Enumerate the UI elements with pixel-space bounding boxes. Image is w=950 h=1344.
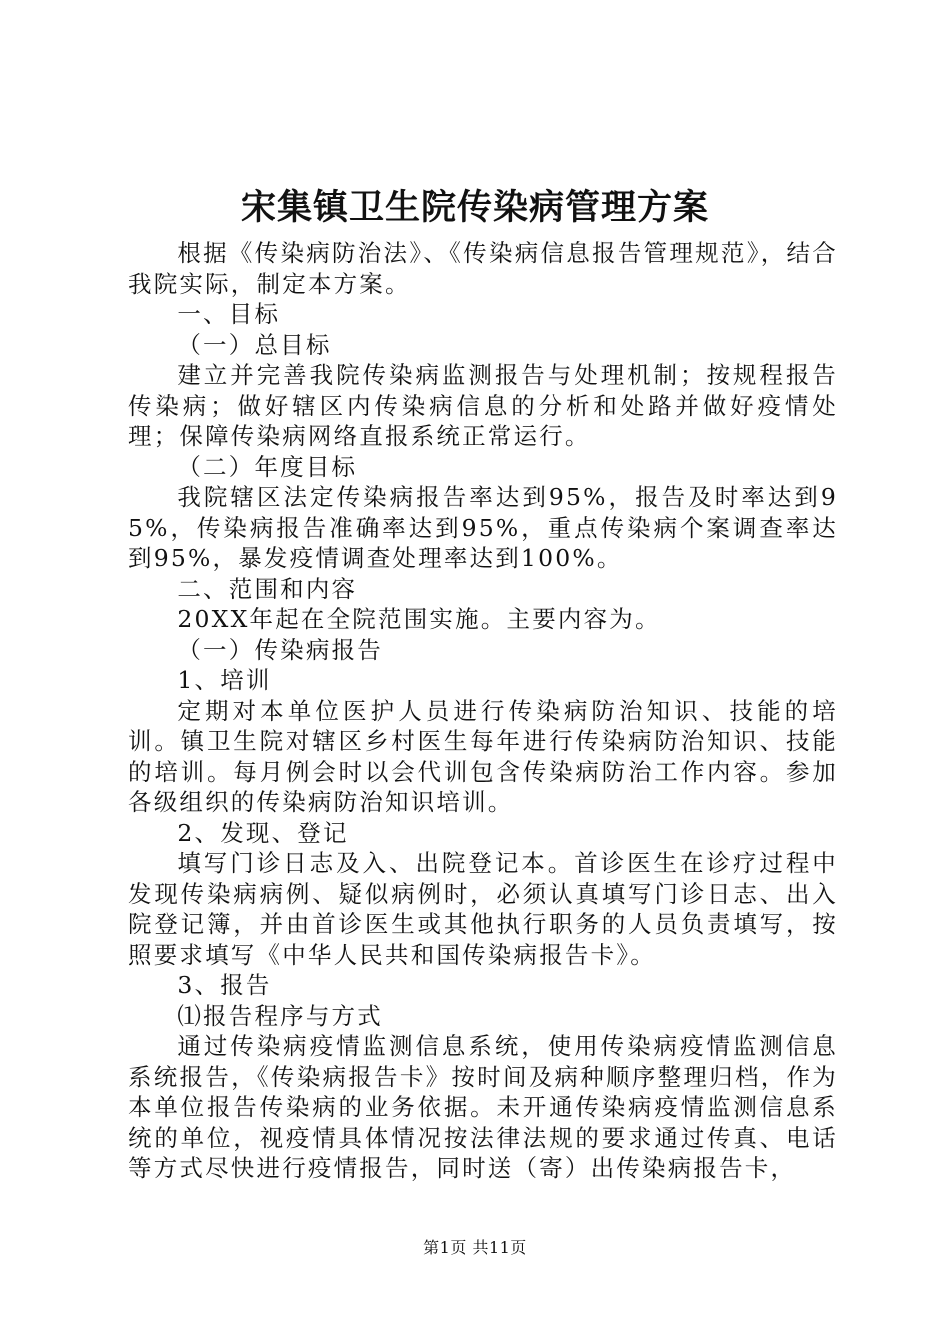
subsection-heading-overall-goal: （一）总目标: [177, 330, 332, 359]
annual-goal-paragraph: 我院辖区法定传染病报告率达到95%，报告及时率达到95%，传染病报告准确率达到95%，重点传染病个案调查率达到95%，暴发疫情调查处理率达到100%。: [128, 483, 838, 572]
section-heading-goals: 一、目标: [177, 300, 281, 328]
item-heading-training: 1、培训: [177, 666, 272, 694]
page-number-footer: 第1页 共11页: [423, 1238, 527, 1257]
section-heading-scope: 二、范围和内容: [177, 574, 358, 603]
procedure-paragraph: 通过传染病疫情监测信息系统，使用传染病疫情监测信息系统报告，《传染病报告卡》按时间及病种顺序整理归档，作为本单位报告传染病的业务依据。未开通传染病疫情监测信息系统的单位，视疫情具体情况按法律法规的要求通过传真、电话等方式尽快进行疫情报告，同时送（寄）出传染病报告卡，: [128, 1032, 838, 1182]
document-title: 宋集镇卫生院传染病管理方案: [240, 187, 709, 228]
item-heading-report: 3、报告: [177, 971, 272, 999]
item-heading-discovery: 2、发现、登记: [177, 818, 349, 847]
scope-intro-line: 20XX年起在全院范围实施。主要内容为。: [177, 605, 661, 633]
document-body: [128, 238, 838, 1184]
discovery-paragraph: 填写门诊日志及入、出院登记本。首诊医生在诊疗过程中发现传染病病例、疑似病例时，必须认真填写门诊日志、出入院登记簿，并由首诊医生或其他执行职务的人员负责填写，按照要求填写《中华人民共和国传染病报告卡》。: [128, 849, 838, 969]
subsection-heading-annual-goal: （二）年度目标: [177, 452, 358, 481]
intro-paragraph: 根据《传染病防治法》、《传染病信息报告管理规范》，结合我院实际，制定本方案。: [128, 239, 838, 298]
training-paragraph: 定期对本单位医护人员进行传染病防治知识、技能的培训。镇卫生院对辖区乡村医生每年进行传染病防治知识、技能的培训。每月例会时以会代训包含传染病防治工作内容。参加各级组织的传染病防治知识培训。: [128, 696, 838, 816]
subsection-heading-reporting: （一）传染病报告: [177, 635, 383, 664]
overall-goal-paragraph: 建立并完善我院传染病监测报告与处理机制；按规程报告传染病；做好辖区内传染病信息的分析和处路并做好疫情处理；保障传染病网络直报系统正常运行。: [128, 361, 838, 450]
item-heading-procedure: ⑴报告程序与方式: [177, 1001, 383, 1030]
